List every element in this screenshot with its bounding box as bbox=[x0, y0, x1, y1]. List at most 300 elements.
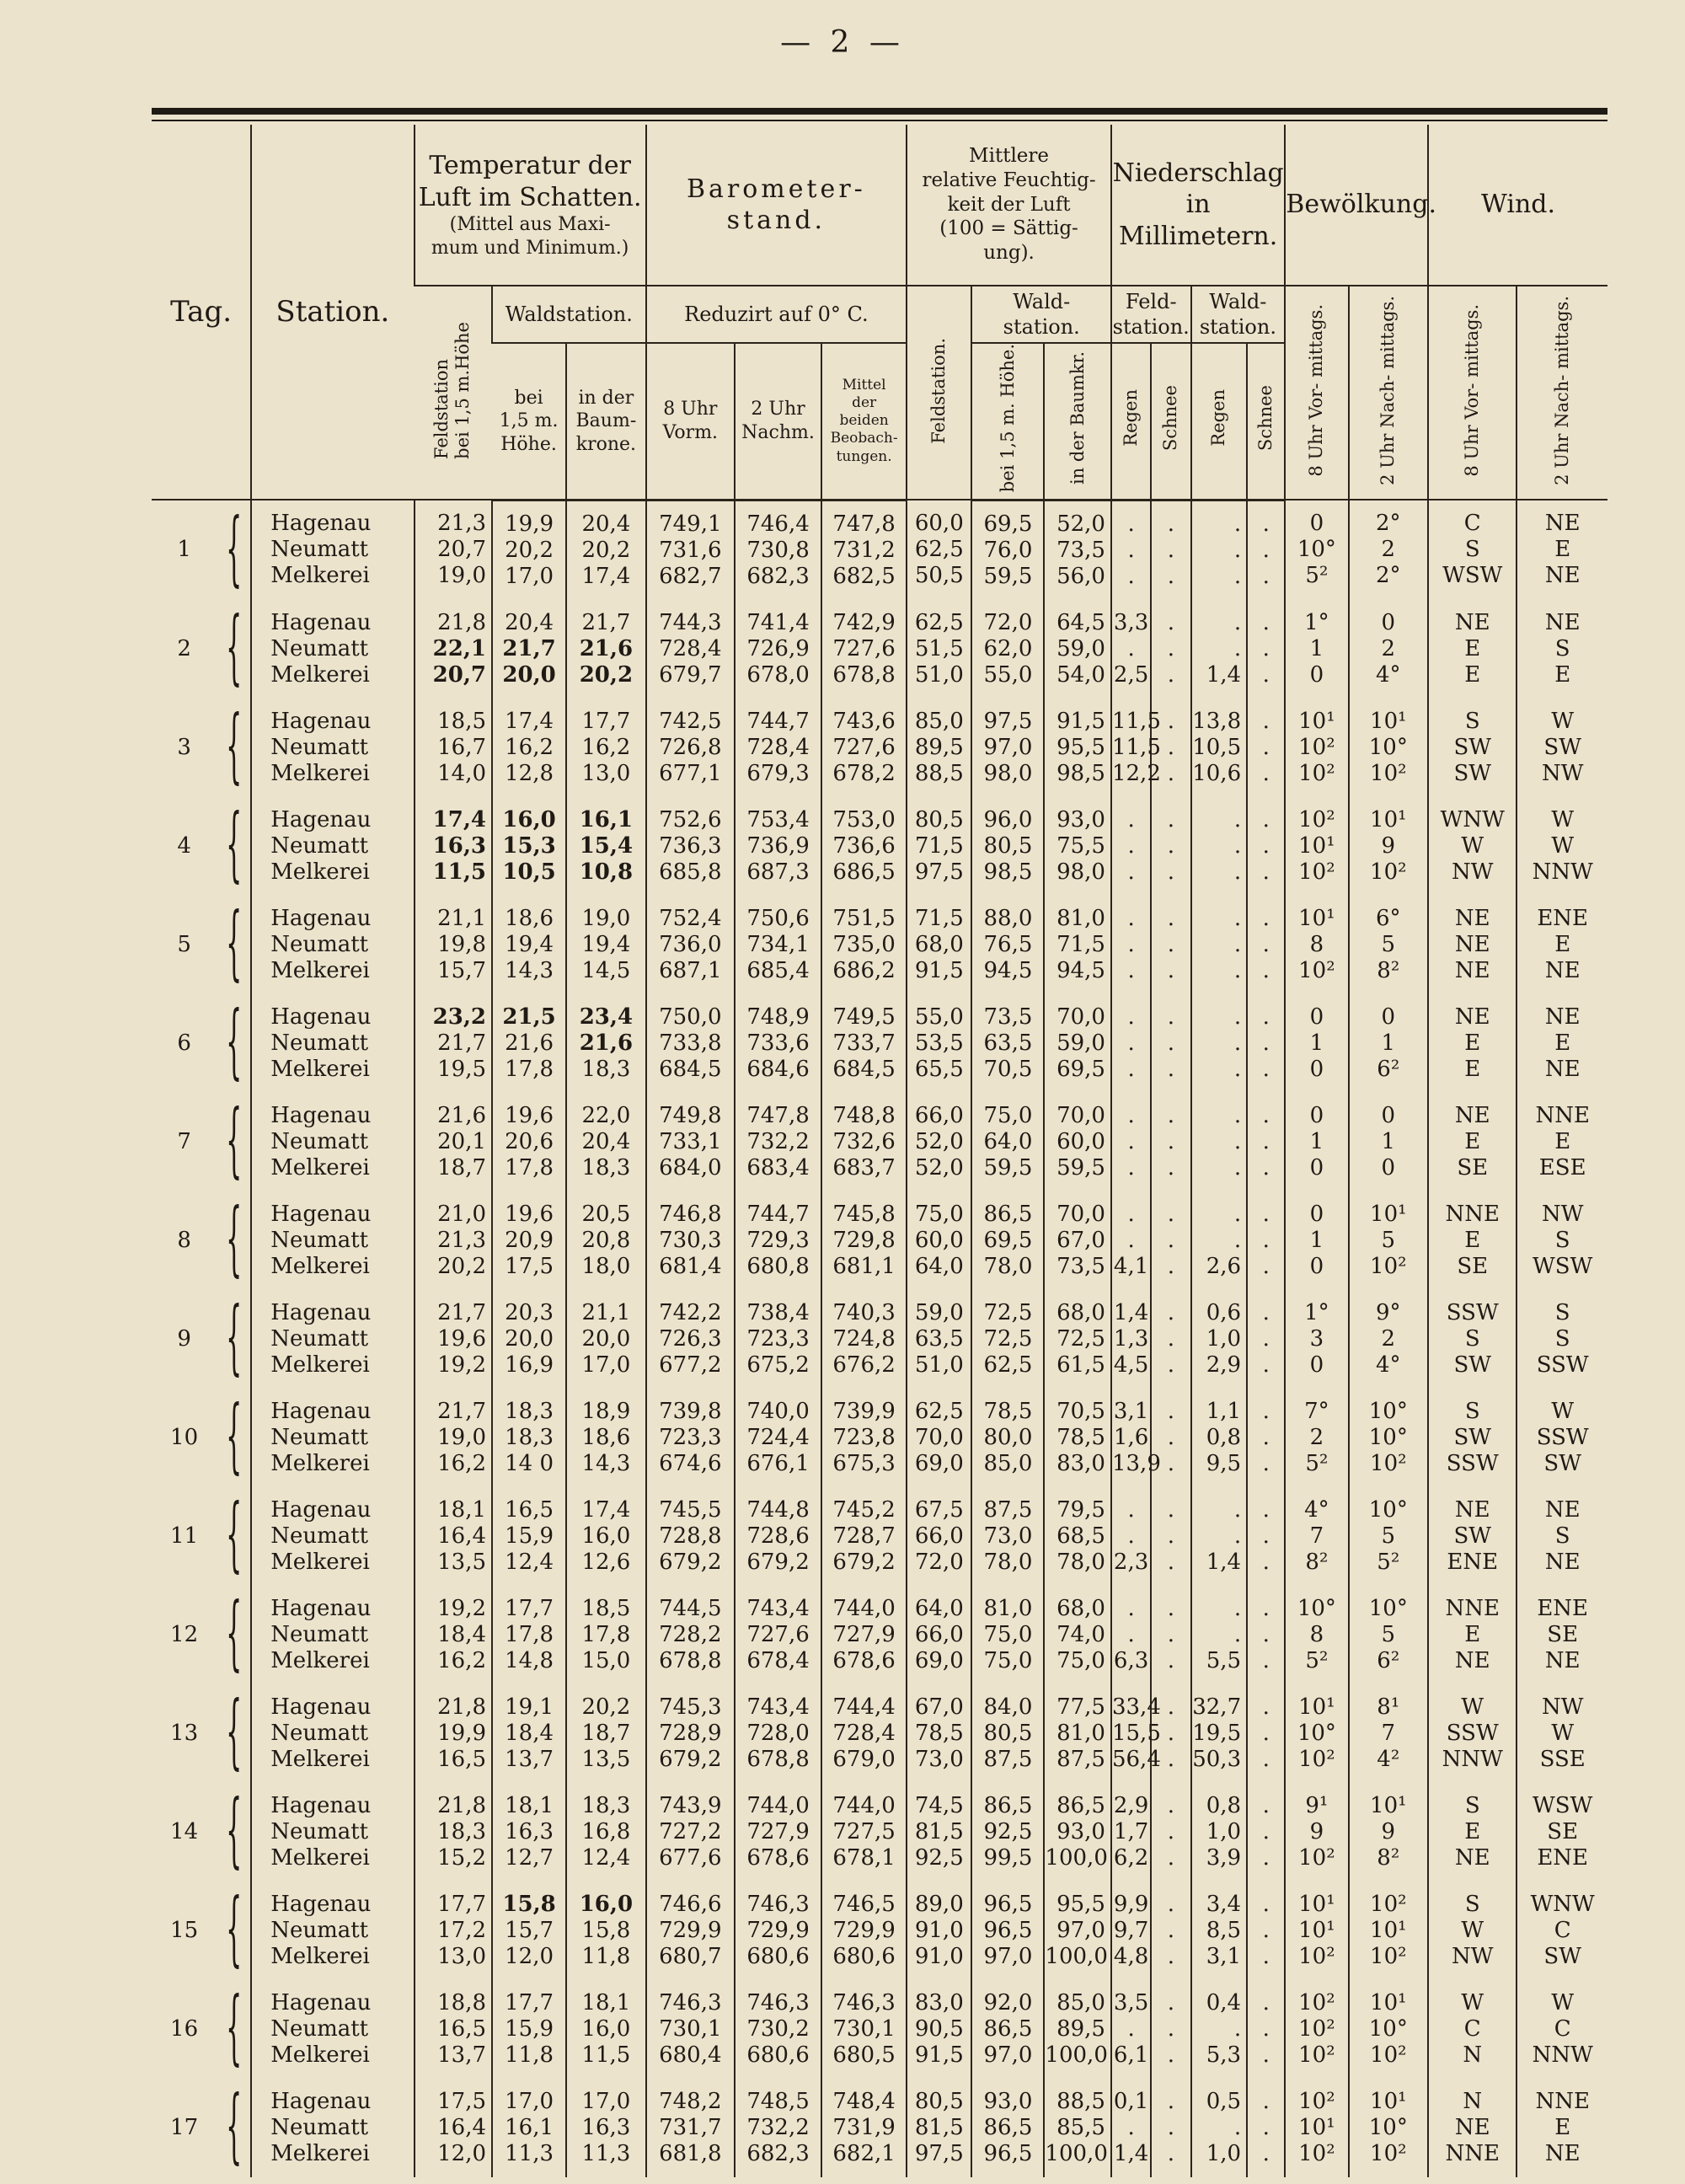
day-number: 16 { bbox=[170, 1982, 243, 2077]
cell-n-wr: . . 5,5 bbox=[1191, 1586, 1248, 1684]
cell-n-ws: . . . bbox=[1247, 994, 1285, 1093]
cell-f-feld: 64,0 66,0 69,0 bbox=[907, 1586, 971, 1684]
cell-f-krone: 85,0 89,5 100,0 bbox=[1044, 1980, 1111, 2079]
cell-n-fs: . . . bbox=[1151, 1290, 1190, 1389]
day-number: 15 { bbox=[170, 1883, 243, 1978]
cell-b-8: 742,5 726,8 677,1 bbox=[646, 699, 735, 797]
cell-n-fr: . . . bbox=[1111, 500, 1151, 600]
cell-bew-n: 8¹ 7 4² bbox=[1349, 1684, 1429, 1783]
cell-n-wr: 0,4 . 5,3 bbox=[1191, 1980, 1248, 2079]
cell-n-fr: 1,4 1,3 4,5 bbox=[1111, 1290, 1151, 1389]
cell-n-ws: . . . bbox=[1247, 1882, 1285, 1980]
cell-b-8: 743,9 727,2 677,6 bbox=[646, 1783, 735, 1882]
cell-n-fr: 3,3 . 2,5 bbox=[1111, 600, 1151, 699]
header-bew-vorm: 8 Uhr Vor- mittags. bbox=[1285, 286, 1348, 500]
cell-wind-n: NNE E ESE bbox=[1516, 1093, 1607, 1191]
cell-f-feld: 59,0 63,5 51,0 bbox=[907, 1290, 971, 1389]
header-nieder-feld-regen: Regen bbox=[1111, 343, 1151, 500]
cell-f-feld: 75,0 60,0 64,0 bbox=[907, 1191, 971, 1290]
cell-wind-v: S SW SSW bbox=[1428, 1389, 1516, 1487]
cell-f-hoehe: 69,5 76,0 59,5 bbox=[971, 500, 1044, 600]
table-body bbox=[152, 500, 1607, 2177]
day-number: 10 { bbox=[170, 1390, 243, 1485]
cell-b-8: 750,0 733,8 684,5 bbox=[646, 994, 735, 1093]
cell-f-hoehe: 92,0 86,5 97,0 bbox=[971, 1980, 1044, 2079]
cell-b-8: 745,5 728,8 679,2 bbox=[646, 1487, 735, 1586]
cell-n-fs: . . . bbox=[1151, 2079, 1190, 2177]
cell-wind-n: W SW NW bbox=[1516, 699, 1607, 797]
cell-bew-n: 10° 5 6² bbox=[1349, 1586, 1429, 1684]
cell-f-feld: 89,0 91,0 91,0 bbox=[907, 1882, 971, 1980]
cell-wind-n: W W NNW bbox=[1516, 797, 1607, 896]
cell-bew-v: 9¹ 9 10² bbox=[1285, 1783, 1348, 1882]
cell-n-ws: . . . bbox=[1247, 699, 1285, 797]
cell-n-ws: . . . bbox=[1247, 896, 1285, 994]
cell-n-wr: . . . bbox=[1191, 797, 1248, 896]
cell-n-fs: . . . bbox=[1151, 1487, 1190, 1586]
cell-t-feld: 21,8 19,9 16,5 bbox=[415, 1684, 492, 1783]
cell-t-feld: 17,4 16,3 11,5 bbox=[415, 797, 492, 896]
cell-t-feld: 18,5 16,7 14,0 bbox=[415, 699, 492, 797]
cell-t-krone: 17,4 16,0 12,6 bbox=[566, 1487, 646, 1586]
cell-f-krone: 77,5 81,0 87,5 bbox=[1044, 1684, 1111, 1783]
cell-t-feld: 21,0 21,3 20,2 bbox=[415, 1191, 492, 1290]
table-row bbox=[152, 1487, 1607, 1586]
cell-n-wr: 3,4 8,5 3,1 bbox=[1191, 1882, 1248, 1980]
cell-wind-v: SSW S SW bbox=[1428, 1290, 1516, 1389]
cell-f-hoehe: 75,0 64,0 59,5 bbox=[971, 1093, 1044, 1191]
header-wind-nachm: 2 Uhr Nach- mittags. bbox=[1516, 286, 1607, 500]
day-number: 4 { bbox=[177, 799, 243, 894]
cell-n-wr: . . . bbox=[1191, 1093, 1248, 1191]
cell-b-8: 748,2 731,7 681,8 bbox=[646, 2079, 735, 2177]
cell-wind-v: NE SW ENE bbox=[1428, 1487, 1516, 1586]
cell-b-8: 746,8 730,3 681,4 bbox=[646, 1191, 735, 1290]
cell-wind-n: WSW SE ENE bbox=[1516, 1783, 1607, 1882]
cell-f-feld: 83,0 90,5 91,5 bbox=[907, 1980, 971, 2079]
cell-t-hoehe: 18,1 16,3 12,7 bbox=[492, 1783, 566, 1882]
cell-bew-n: 0 1 6² bbox=[1349, 994, 1429, 1093]
header-station: Station. bbox=[251, 125, 414, 500]
cell-bew-n: 10¹ 10° 10² bbox=[1349, 2079, 1429, 2177]
cell-bew-n: 2° 2 2° bbox=[1349, 500, 1429, 600]
cell-b-2: 740,0 724,4 676,1 bbox=[735, 1389, 821, 1487]
cell-f-krone: 91,5 95,5 98,5 bbox=[1044, 699, 1111, 797]
cell-t-feld: 21,7 19,6 19,2 bbox=[415, 1290, 492, 1389]
cell-t-hoehe: 20,4 21,7 20,0 bbox=[492, 600, 566, 699]
cell-t-feld: 19,2 18,4 16,2 bbox=[415, 1586, 492, 1684]
cell-wind-v: N NE NNE bbox=[1428, 2079, 1516, 2177]
cell-wind-n: S S SSW bbox=[1516, 1290, 1607, 1389]
cell-b-m: 746,5 729,9 680,6 bbox=[821, 1882, 907, 1980]
cell-n-fs: . . . bbox=[1151, 500, 1190, 600]
cell-bew-v: 0 1 0 bbox=[1285, 1191, 1348, 1290]
station-names: Hagenau Neumatt Melkerei bbox=[251, 896, 414, 994]
table-row bbox=[152, 1290, 1607, 1389]
brace-icon: { bbox=[226, 799, 243, 894]
day-number: 17 { bbox=[170, 2080, 243, 2176]
cell-f-krone: 70,5 78,5 83,0 bbox=[1044, 1389, 1111, 1487]
cell-n-fs: . . . bbox=[1151, 1093, 1190, 1191]
cell-t-hoehe: 16,5 15,9 12,4 bbox=[492, 1487, 566, 1586]
cell-t-krone: 20,5 20,8 18,0 bbox=[566, 1191, 646, 1290]
cell-b-m: 744,4 728,4 679,0 bbox=[821, 1684, 907, 1783]
cell-wind-v: W C N bbox=[1428, 1980, 1516, 2079]
cell-bew-v: 10² 10¹ 10² bbox=[1285, 2079, 1348, 2177]
cell-t-krone: 17,0 16,3 11,3 bbox=[566, 2079, 646, 2177]
cell-f-feld: 66,0 52,0 52,0 bbox=[907, 1093, 971, 1191]
cell-b-8: 752,4 736,0 687,1 bbox=[646, 896, 735, 994]
cell-bew-v: 10² 10¹ 10² bbox=[1285, 797, 1348, 896]
cell-b-2: 750,6 734,1 685,4 bbox=[735, 896, 821, 994]
cell-wind-v: NE E SE bbox=[1428, 1093, 1516, 1191]
station-names: Hagenau Neumatt Melkerei bbox=[251, 994, 414, 1093]
cell-f-krone: 88,5 85,5 100,0 bbox=[1044, 2079, 1111, 2177]
cell-bew-n: 10¹ 5 10² bbox=[1349, 1191, 1429, 1290]
station-names: Hagenau Neumatt Melkerei bbox=[251, 1586, 414, 1684]
cell-f-krone: 70,0 67,0 73,5 bbox=[1044, 1191, 1111, 1290]
cell-bew-n: 10¹ 10° 10² bbox=[1349, 1980, 1429, 2079]
header-feucht-hoehe: bei 1,5 m. Höhe. bbox=[971, 343, 1044, 500]
header-wind: Wind. bbox=[1428, 125, 1607, 286]
cell-bew-v: 4° 7 8² bbox=[1285, 1487, 1348, 1586]
header-temp-hoehe: bei 1,5 m. Höhe. bbox=[492, 343, 566, 500]
table-row bbox=[152, 1783, 1607, 1882]
cell-wind-v: NE E E bbox=[1428, 994, 1516, 1093]
cell-t-hoehe: 17,7 17,8 14,8 bbox=[492, 1586, 566, 1684]
cell-b-m: 740,3 724,8 676,2 bbox=[821, 1290, 907, 1389]
brace-icon: { bbox=[226, 996, 243, 1091]
cell-n-ws: . . . bbox=[1247, 500, 1285, 600]
cell-n-wr: . . 1,4 bbox=[1191, 1487, 1248, 1586]
cell-f-hoehe: 73,5 63,5 70,5 bbox=[971, 994, 1044, 1093]
cell-t-feld: 18,8 16,5 13,7 bbox=[415, 1980, 492, 2079]
cell-t-hoehe: 19,1 18,4 13,7 bbox=[492, 1684, 566, 1783]
cell-wind-n: ENE SE NE bbox=[1516, 1586, 1607, 1684]
cell-wind-n: NE E NE bbox=[1516, 500, 1607, 600]
cell-f-hoehe: 81,0 75,0 75,0 bbox=[971, 1586, 1044, 1684]
cell-n-wr: . . 2,6 bbox=[1191, 1191, 1248, 1290]
brace-icon: { bbox=[226, 897, 243, 993]
cell-t-krone: 23,4 21,6 18,3 bbox=[566, 994, 646, 1093]
cell-t-krone: 17,7 16,2 13,0 bbox=[566, 699, 646, 797]
cell-b-m: 742,9 727,6 678,8 bbox=[821, 600, 907, 699]
cell-f-feld: 62,5 51,5 51,0 bbox=[907, 600, 971, 699]
header-baro-8uhr: 8 Uhr Vorm. bbox=[646, 343, 735, 500]
cell-b-8: 744,5 728,2 678,8 bbox=[646, 1586, 735, 1684]
cell-f-feld: 80,5 71,5 97,5 bbox=[907, 797, 971, 896]
cell-n-ws: . . . bbox=[1247, 1487, 1285, 1586]
cell-t-hoehe: 17,7 15,9 11,8 bbox=[492, 1980, 566, 2079]
header-baro-mittel: Mittel der beiden Beobach- tungen. bbox=[821, 343, 907, 500]
cell-t-hoehe: 16,0 15,3 10,5 bbox=[492, 797, 566, 896]
table-row bbox=[152, 1389, 1607, 1487]
cell-bew-v: 1° 3 0 bbox=[1285, 1290, 1348, 1389]
cell-t-feld: 21,6 20,1 18,7 bbox=[415, 1093, 492, 1191]
brace-icon: { bbox=[226, 1489, 243, 1584]
cell-n-fs: . . . bbox=[1151, 1586, 1190, 1684]
table-row bbox=[152, 1093, 1607, 1191]
table-row bbox=[152, 1980, 1607, 2079]
cell-b-2: 738,4 723,3 675,2 bbox=[735, 1290, 821, 1389]
cell-n-fr: . . . bbox=[1111, 896, 1151, 994]
cell-f-hoehe: 88,0 76,5 94,5 bbox=[971, 896, 1044, 994]
day-number: 1 { bbox=[177, 502, 243, 597]
cell-f-feld: 67,5 66,0 72,0 bbox=[907, 1487, 971, 1586]
station-names: Hagenau Neumatt Melkerei bbox=[251, 2079, 414, 2177]
cell-f-krone: 93,0 75,5 98,0 bbox=[1044, 797, 1111, 896]
cell-n-fr: . . 2,3 bbox=[1111, 1487, 1151, 1586]
cell-n-fs: . . . bbox=[1151, 896, 1190, 994]
cell-t-feld: 21,7 19,0 16,2 bbox=[415, 1389, 492, 1487]
cell-wind-v: W SSW NNW bbox=[1428, 1684, 1516, 1783]
station-names: Hagenau Neumatt Melkerei bbox=[251, 699, 414, 797]
cell-n-fr: 0,1 . 1,4 bbox=[1111, 2079, 1151, 2177]
header-tag: Tag. bbox=[152, 125, 251, 500]
header-temp-feld: Feldstationbei 1,5 m.Höhe bbox=[415, 286, 492, 500]
day-number: 7 { bbox=[177, 1095, 243, 1190]
brace-icon: { bbox=[226, 1982, 243, 2077]
cell-t-feld: 23,2 21,7 19,5 bbox=[415, 994, 492, 1093]
cell-wind-n: NE E NE bbox=[1516, 994, 1607, 1093]
cell-wind-n: NNE E NE bbox=[1516, 2079, 1607, 2177]
cell-n-wr: . . . bbox=[1191, 896, 1248, 994]
cell-bew-v: 1° 1 0 bbox=[1285, 600, 1348, 699]
cell-f-feld: 71,5 68,0 91,5 bbox=[907, 896, 971, 994]
cell-f-hoehe: 86,5 92,5 99,5 bbox=[971, 1783, 1044, 1882]
cell-wind-v: C S WSW bbox=[1428, 500, 1516, 600]
cell-f-hoehe: 78,5 80,0 85,0 bbox=[971, 1389, 1044, 1487]
cell-b-m: 751,5 735,0 686,2 bbox=[821, 896, 907, 994]
cell-wind-v: S E NE bbox=[1428, 1783, 1516, 1882]
cell-wind-n: NW S WSW bbox=[1516, 1191, 1607, 1290]
cell-n-wr: 1,1 0,8 9,5 bbox=[1191, 1389, 1248, 1487]
cell-b-m: 745,2 728,7 679,2 bbox=[821, 1487, 907, 1586]
header-precipitation: Niederschlag in Millimetern. bbox=[1111, 125, 1285, 286]
cell-n-wr: . . . bbox=[1191, 500, 1248, 600]
cell-n-fs: . . . bbox=[1151, 1783, 1190, 1882]
header-baro-reduz: Reduzirt auf 0° C. bbox=[646, 286, 907, 343]
cell-bew-n: 10° 10° 10² bbox=[1349, 1389, 1429, 1487]
cell-n-fs: . . . bbox=[1151, 1191, 1190, 1290]
header-cloudiness: Bewölkung. bbox=[1285, 125, 1428, 286]
cell-n-fs: . . . bbox=[1151, 994, 1190, 1093]
cell-b-m: 748,8 732,6 683,7 bbox=[821, 1093, 907, 1191]
table-row bbox=[152, 1191, 1607, 1290]
cell-t-feld: 21,8 22,1 20,7 bbox=[415, 600, 492, 699]
cell-wind-v: WNW W NW bbox=[1428, 797, 1516, 896]
cell-n-fr: . . . bbox=[1111, 1093, 1151, 1191]
cell-n-ws: . . . bbox=[1247, 1389, 1285, 1487]
cell-t-feld: 17,7 17,2 13,0 bbox=[415, 1882, 492, 1980]
cell-b-m: 748,4 731,9 682,1 bbox=[821, 2079, 907, 2177]
cell-b-2: 753,4 736,9 687,3 bbox=[735, 797, 821, 896]
header-nieder-wald-schnee: Schnee bbox=[1247, 343, 1285, 500]
cell-b-2: 744,7 728,4 679,3 bbox=[735, 699, 821, 797]
brace-icon: { bbox=[226, 1193, 243, 1288]
cell-t-krone: 16,0 15,8 11,8 bbox=[566, 1882, 646, 1980]
table-row bbox=[152, 600, 1607, 699]
header-temp-wald: Waldstation. bbox=[492, 286, 646, 343]
cell-f-hoehe: 72,0 62,0 55,0 bbox=[971, 600, 1044, 699]
header-wind-vorm: 8 Uhr Vor- mittags. bbox=[1428, 286, 1516, 500]
cell-f-hoehe: 84,0 80,5 87,5 bbox=[971, 1684, 1044, 1783]
cell-wind-v: NE E E bbox=[1428, 600, 1516, 699]
cell-b-2: 744,8 728,6 679,2 bbox=[735, 1487, 821, 1586]
cell-t-hoehe: 17,4 16,2 12,8 bbox=[492, 699, 566, 797]
cell-n-ws: . . . bbox=[1247, 1290, 1285, 1389]
cell-b-8: 742,2 726,3 677,2 bbox=[646, 1290, 735, 1389]
brace-icon: { bbox=[226, 1883, 243, 1978]
cell-n-fs: . . . bbox=[1151, 1882, 1190, 1980]
cell-f-krone: 68,0 72,5 61,5 bbox=[1044, 1290, 1111, 1389]
cell-n-ws: . . . bbox=[1247, 1093, 1285, 1191]
cell-n-fr: 11,5 11,5 12,2 bbox=[1111, 699, 1151, 797]
cell-f-krone: 86,5 93,0 100,0 bbox=[1044, 1783, 1111, 1882]
station-names: Hagenau Neumatt Melkerei bbox=[251, 1882, 414, 1980]
table-row bbox=[152, 994, 1607, 1093]
cell-bew-n: 10¹ 9 10² bbox=[1349, 797, 1429, 896]
cell-t-krone: 18,5 17,8 15,0 bbox=[566, 1586, 646, 1684]
cell-bew-v: 0 10° 5² bbox=[1285, 500, 1348, 600]
cell-f-hoehe: 72,5 72,5 62,5 bbox=[971, 1290, 1044, 1389]
brace-icon: { bbox=[226, 502, 243, 597]
cell-bew-v: 7° 2 5² bbox=[1285, 1389, 1348, 1487]
brace-icon: { bbox=[226, 1686, 243, 1781]
cell-t-hoehe: 18,6 19,4 14,3 bbox=[492, 896, 566, 994]
cell-n-fr: 33,4 15,5 56,4 bbox=[1111, 1684, 1151, 1783]
cell-b-8: 739,8 723,3 674,6 bbox=[646, 1389, 735, 1487]
cell-t-feld: 21,3 20,7 19,0 bbox=[415, 500, 492, 600]
header-baro-2uhr: 2 Uhr Nachm. bbox=[735, 343, 821, 500]
day-number: 14 { bbox=[170, 1785, 243, 1880]
table-row bbox=[152, 1684, 1607, 1783]
cell-f-hoehe: 93,0 86,5 96,5 bbox=[971, 2079, 1044, 2177]
station-names: Hagenau Neumatt Melkerei bbox=[251, 1093, 414, 1191]
cell-n-ws: . . . bbox=[1247, 1586, 1285, 1684]
day-number: 13 { bbox=[170, 1686, 243, 1781]
header-feucht-feld: Feldstation. bbox=[907, 286, 971, 500]
cell-bew-v: 0 1 0 bbox=[1285, 994, 1348, 1093]
cell-b-8: 744,3 728,4 679,7 bbox=[646, 600, 735, 699]
cell-bew-n: 0 1 0 bbox=[1349, 1093, 1429, 1191]
header-nieder-wald-regen: Regen bbox=[1191, 343, 1248, 500]
cell-f-krone: 70,0 60,0 59,5 bbox=[1044, 1093, 1111, 1191]
cell-f-krone: 52,0 73,5 56,0 bbox=[1044, 500, 1111, 600]
table-row bbox=[152, 500, 1607, 600]
cell-b-m: 745,8 729,8 681,1 bbox=[821, 1191, 907, 1290]
cell-b-2: 746,4 730,8 682,3 bbox=[735, 500, 821, 600]
cell-n-fr: . . . bbox=[1111, 994, 1151, 1093]
cell-b-8: 746,3 730,1 680,4 bbox=[646, 1980, 735, 2079]
brace-icon: { bbox=[226, 1292, 243, 1387]
cell-b-8: 745,3 728,9 679,2 bbox=[646, 1684, 735, 1783]
cell-bew-v: 10¹ 10° 10² bbox=[1285, 1684, 1348, 1783]
cell-bew-n: 10¹ 10° 10² bbox=[1349, 699, 1429, 797]
day-number: 3 { bbox=[177, 700, 243, 795]
station-names: Hagenau Neumatt Melkerei bbox=[251, 1684, 414, 1783]
header-barometer: Barometer- stand. bbox=[646, 125, 907, 286]
cell-n-fr: 3,5 . 6,1 bbox=[1111, 1980, 1151, 2079]
cell-f-krone: 64,5 59,0 54,0 bbox=[1044, 600, 1111, 699]
cell-b-8: 749,8 733,1 684,0 bbox=[646, 1093, 735, 1191]
cell-wind-n: NE S NE bbox=[1516, 1487, 1607, 1586]
cell-wind-n: ENE E NE bbox=[1516, 896, 1607, 994]
header-nieder-wald: Wald- station. bbox=[1191, 286, 1286, 343]
cell-f-krone: 81,0 71,5 94,5 bbox=[1044, 896, 1111, 994]
cell-n-fr: . . . bbox=[1111, 797, 1151, 896]
cell-t-hoehe: 19,9 20,2 17,0 bbox=[492, 500, 566, 600]
cell-b-m: 747,8 731,2 682,5 bbox=[821, 500, 907, 600]
header-feucht-wald: Wald- station. bbox=[971, 286, 1111, 343]
cell-wind-v: NE NE NE bbox=[1428, 896, 1516, 994]
cell-n-wr: 32,7 19,5 50,3 bbox=[1191, 1684, 1248, 1783]
cell-f-feld: 62,5 70,0 69,0 bbox=[907, 1389, 971, 1487]
cell-b-m: 746,3 730,1 680,5 bbox=[821, 1980, 907, 2079]
cell-n-wr: . . 1,4 bbox=[1191, 600, 1248, 699]
cell-t-hoehe: 19,6 20,9 17,5 bbox=[492, 1191, 566, 1290]
day-number: 12 { bbox=[170, 1587, 243, 1683]
table-row bbox=[152, 1586, 1607, 1684]
cell-wind-n: WNW C SW bbox=[1516, 1882, 1607, 1980]
station-names: Hagenau Neumatt Melkerei bbox=[251, 1783, 414, 1882]
station-names: Hagenau Neumatt Melkerei bbox=[251, 797, 414, 896]
cell-bew-v: 10¹ 10² 10² bbox=[1285, 699, 1348, 797]
cell-f-feld: 67,0 78,5 73,0 bbox=[907, 1684, 971, 1783]
cell-bew-n: 0 2 4° bbox=[1349, 600, 1429, 699]
cell-n-fr: . . 6,3 bbox=[1111, 1586, 1151, 1684]
cell-bew-v: 0 1 0 bbox=[1285, 1093, 1348, 1191]
cell-bew-v: 10¹ 10¹ 10² bbox=[1285, 1882, 1348, 1980]
cell-b-2: 743,4 727,6 678,4 bbox=[735, 1586, 821, 1684]
cell-bew-n: 10¹ 9 8² bbox=[1349, 1783, 1429, 1882]
cell-f-feld: 85,0 89,5 88,5 bbox=[907, 699, 971, 797]
cell-f-feld: 74,5 81,5 92,5 bbox=[907, 1783, 971, 1882]
cell-b-2: 741,4 726,9 678,0 bbox=[735, 600, 821, 699]
cell-b-8: 749,1 731,6 682,7 bbox=[646, 500, 735, 600]
day-number: 11 { bbox=[170, 1489, 243, 1584]
cell-b-m: 744,0 727,5 678,1 bbox=[821, 1783, 907, 1882]
cell-t-hoehe: 21,5 21,6 17,8 bbox=[492, 994, 566, 1093]
cell-f-hoehe: 87,5 73,0 78,0 bbox=[971, 1487, 1044, 1586]
cell-t-hoehe: 15,8 15,7 12,0 bbox=[492, 1882, 566, 1980]
day-number: 5 { bbox=[177, 897, 243, 993]
cell-f-hoehe: 97,5 97,0 98,0 bbox=[971, 699, 1044, 797]
header-bew-nachm: 2 Uhr Nach- mittags. bbox=[1349, 286, 1429, 500]
cell-bew-v: 10° 8 5² bbox=[1285, 1586, 1348, 1684]
table-row bbox=[152, 2079, 1607, 2177]
table-row bbox=[152, 1882, 1607, 1980]
top-rule bbox=[152, 108, 1607, 115]
cell-wind-v: S SW SW bbox=[1428, 699, 1516, 797]
cell-t-krone: 18,1 16,0 11,5 bbox=[566, 1980, 646, 2079]
station-names: Hagenau Neumatt Melkerei bbox=[251, 1487, 414, 1586]
cell-b-2: 746,3 729,9 680,6 bbox=[735, 1882, 821, 1980]
brace-icon: { bbox=[226, 700, 243, 795]
cell-n-fs: . . . bbox=[1151, 1980, 1190, 2079]
brace-icon: { bbox=[226, 602, 243, 697]
cell-t-krone: 20,2 18,7 13,5 bbox=[566, 1684, 646, 1783]
brace-icon: { bbox=[226, 1095, 243, 1190]
cell-f-krone: 68,0 74,0 75,0 bbox=[1044, 1586, 1111, 1684]
cell-b-2: 744,7 729,3 680,8 bbox=[735, 1191, 821, 1290]
station-names: Hagenau Neumatt Melkerei bbox=[251, 600, 414, 699]
cell-n-wr: 0,8 1,0 3,9 bbox=[1191, 1783, 1248, 1882]
cell-wind-n: W C NNW bbox=[1516, 1980, 1607, 2079]
cell-t-krone: 21,7 21,6 20,2 bbox=[566, 600, 646, 699]
cell-f-krone: 95,5 97,0 100,0 bbox=[1044, 1882, 1111, 1980]
cell-t-hoehe: 19,6 20,6 17,8 bbox=[492, 1093, 566, 1191]
